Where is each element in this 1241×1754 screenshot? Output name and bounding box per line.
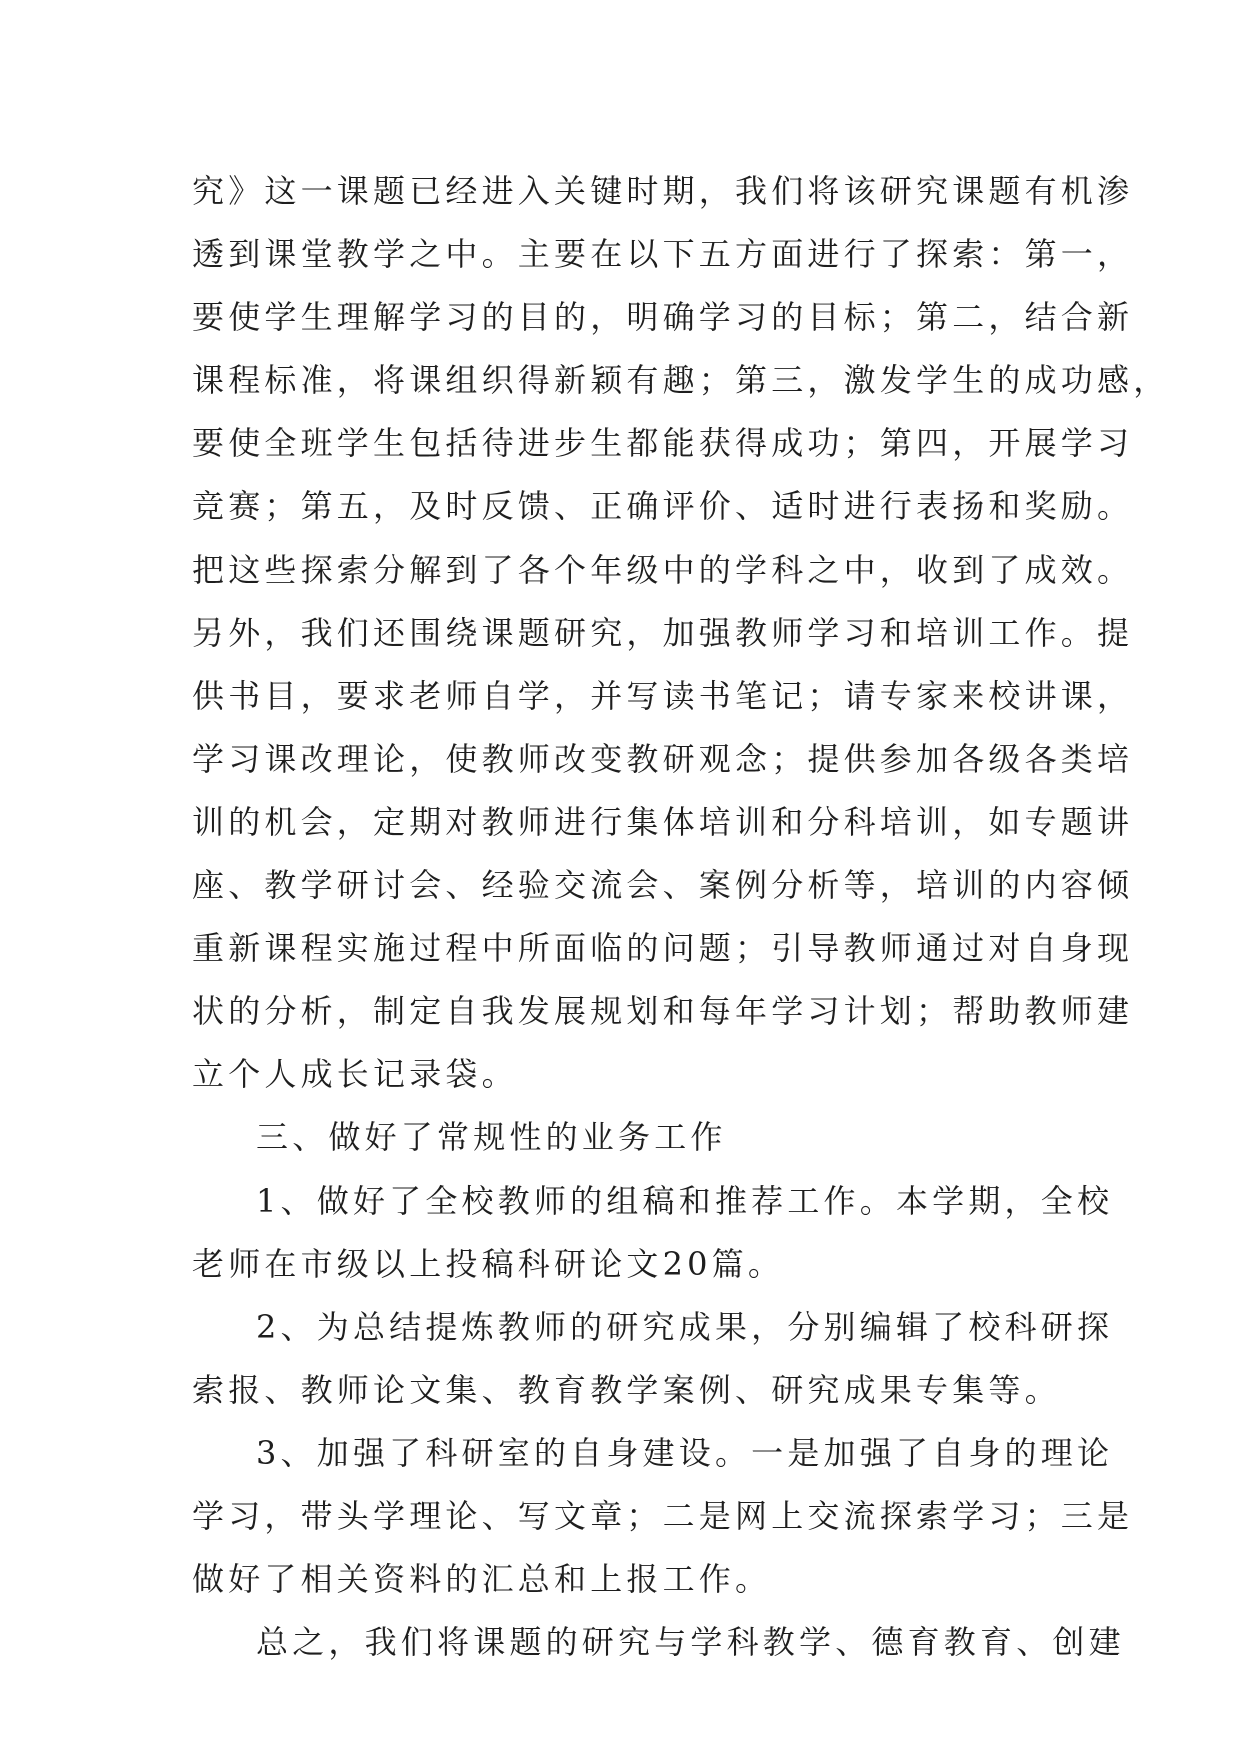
text-line: 究》这一课题已经进入关键时期，我们将该研究课题有机渗: [192, 172, 1134, 210]
document-body: [192, 160, 1170, 1674]
text-line: 要使全班学生包括待进步生都能获得成功；第四，开展学习: [192, 424, 1134, 463]
text-line: 座、教学研讨会、经验交流会、案例分析等，培训的内容倾: [192, 866, 1134, 905]
text-line: 把这些探索分解到了各个年级中的学科之中，收到了成效。: [192, 550, 1134, 589]
text-line: 训的机会，定期对教师进行集体培训和分科培训，如专题讲: [192, 802, 1134, 841]
text-line: 重新课程实施过程中所面临的问题；引导教师通过对自身现: [192, 929, 1134, 968]
text-line: 2、为总结提炼教师的研究成果，分别编辑了校科研探: [256, 1307, 1114, 1346]
text-line: 总之，我们将课题的研究与学科教学、德育教育、创建: [256, 1623, 1125, 1662]
section-heading: 三、做好了常规性的业务工作: [256, 1118, 727, 1157]
text-line: 立个人成长记录袋。: [192, 1055, 518, 1094]
text-line: 3、加强了科研室的自身建设。一是加强了自身的理论: [256, 1433, 1114, 1472]
text-line: 要使学生理解学习的目的，明确学习的目标；第二，结合新: [192, 298, 1134, 337]
text-line: 状的分析，制定自我发展规划和每年学习计划；帮助教师建: [192, 992, 1134, 1031]
text-line: 做好了相关资料的汇总和上报工作。: [192, 1560, 772, 1599]
text-line: 学习，带头学理论、写文章；二是网上交流探索学习；三是: [192, 1496, 1134, 1535]
text-line: 老师在市级以上投稿科研论文20篇。: [192, 1244, 785, 1283]
text-line: 透到课堂教学之中。主要在以下五方面进行了探索：第一，: [192, 235, 1134, 274]
text-line: 1、做好了全校教师的组稿和推荐工作。本学期，全校: [256, 1181, 1114, 1220]
text-line: 供书目，要求老师自学，并写读书笔记；请专家来校讲课，: [192, 676, 1134, 715]
text-line: 另外，我们还围绕课题研究，加强教师学习和培训工作。提: [192, 613, 1134, 652]
text-line: 索报、教师论文集、教育教学案例、研究成果专集等。: [192, 1370, 1061, 1409]
text-line: 课程标准，将课组织得新颖有趣；第三，激发学生的成功感，: [192, 361, 1170, 400]
text-line: 学习课改理论，使教师改变教研观念；提供参加各级各类培: [192, 739, 1134, 778]
text-line: 竞赛；第五，及时反馈、正确评价、适时进行表扬和奖励。: [192, 487, 1134, 526]
